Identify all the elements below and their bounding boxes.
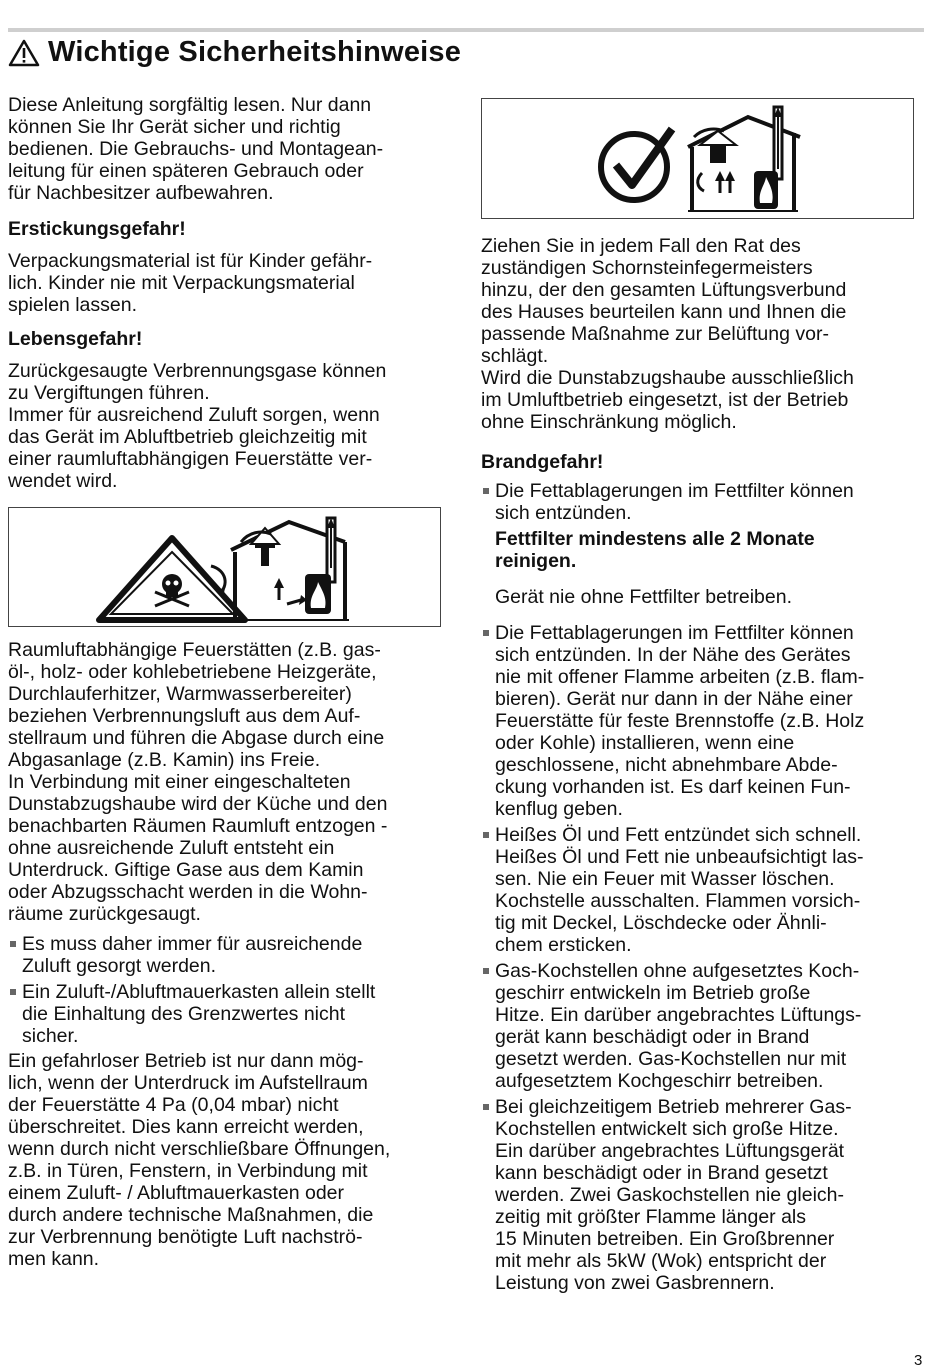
text-line: Ein gefahrloser Betrieb ist nur dann mög-	[8, 1050, 364, 1072]
text-line: kenflug geben.	[495, 798, 623, 820]
text-line: Dunstabzugshaube wird der Küche und den	[8, 793, 388, 815]
list-item	[8, 933, 448, 977]
ventilation-ok-illustration	[482, 99, 913, 218]
text-line: kann beschädigt oder in Brand gesetzt	[495, 1162, 828, 1184]
text-line: zuständigen Schornsteinfegermeisters	[481, 257, 813, 279]
text-line: zeitig mit größter Flamme länger als	[495, 1206, 807, 1228]
top-rule	[8, 28, 924, 32]
text-line: ohne Einschränkung möglich.	[481, 411, 737, 433]
text-line: sich entzünden. In der Nähe des Gerätes	[495, 644, 851, 666]
text-line: oder Kohle) installieren, wenn eine	[495, 732, 795, 754]
chimney-sweep-paragraph	[481, 235, 921, 433]
text-line: ohne ausreichende Zuluft entsteht ein	[8, 837, 335, 859]
text-line: Die Fettablagerungen im Fettfilter können	[495, 480, 854, 502]
text-line: Leistung von zwei Gasbrennern.	[495, 1272, 775, 1294]
text-line: hinzu, der den gesamten Lüftungsverbund	[481, 279, 847, 301]
text-line: räume zurückgesaugt.	[8, 903, 201, 925]
house-icon	[231, 518, 349, 620]
text-line: im Umluftbetrieb eingesetzt, ist der Betrieb	[481, 389, 849, 411]
warning-triangle-icon	[8, 38, 40, 68]
text-line: für Nachbesitzer aufbewahren.	[8, 182, 274, 204]
text-line: men kann.	[8, 1248, 100, 1270]
suffocation-paragraph	[8, 250, 448, 316]
text-line: geschlossene, nicht abnehmbare Abde-	[495, 754, 838, 776]
text-line: passende Maßnahme zur Belüftung vor-	[481, 323, 829, 345]
text-line: Diese Anleitung sorgfältig lesen. Nur dann	[8, 94, 372, 116]
text-line: können Sie Ihr Gerät sicher und richtig	[8, 116, 341, 138]
text-line: lich, wenn der Unterdruck im Aufstellraum	[8, 1072, 368, 1094]
heading-fire-hazard: Brandgefahr!	[481, 451, 604, 473]
heading-danger-to-life: Lebensgefahr!	[8, 328, 143, 350]
text-line: überschreitet. Dies kann erreicht werden,	[8, 1116, 364, 1138]
right-bullet-list	[481, 480, 925, 1294]
text-line: Es muss daher immer für ausreichende	[22, 933, 363, 955]
text-line: der Feuerstätte 4 Pa (0,04 mbar) nicht	[8, 1094, 339, 1116]
text-line: wendet wird.	[8, 470, 118, 492]
text-line: reinigen.	[495, 550, 577, 572]
text-line: Wird die Dunstabzugshaube ausschließlich	[481, 367, 854, 389]
text-line: Ein Zuluft-/Abluftmauerkasten allein stellt	[22, 981, 376, 1003]
text-line: tig mit Deckel, Löschdecke oder Ähnli-	[495, 912, 827, 934]
text-line: Abgasanlage (z.B. Kamin) ins Freie.	[8, 749, 321, 771]
text-line: gerät kann beschädigt oder in Brand	[495, 1026, 810, 1048]
text-line: lich. Kinder nie mit Verpackungsmaterial	[8, 272, 355, 294]
text-line: mit mehr als 5kW (Wok) entspricht der	[495, 1250, 827, 1272]
safe-operation-paragraph	[8, 1050, 448, 1270]
text-line: geschirr entwickeln im Betrieb große	[495, 982, 811, 1004]
text-line: bedienen. Die Gebrauchs- und Montagean-	[8, 138, 384, 160]
text-line: Heißes Öl und Fett entzündet sich schnell.	[495, 824, 862, 846]
text-line: Hitze. Ein darüber angebrachtes Lüftungs-	[495, 1004, 862, 1026]
list-item	[481, 622, 925, 820]
poison-hazard-illustration	[9, 508, 440, 626]
text-line: Ein darüber angebrachtes Lüftungsgerät	[495, 1140, 845, 1162]
poison-gas-figure	[8, 507, 441, 627]
text-line: zur Verbrennung benötigte Luft nachströ-	[8, 1226, 363, 1248]
text-line: Raumluftabhängige Feuerstätten (z.B. gas-	[8, 639, 381, 661]
checkmark-icon	[601, 129, 672, 200]
text-line: Gerät nie ohne Fettfilter betreiben.	[495, 586, 793, 608]
text-line: einem Zuluft- / Abluftmauerkasten oder	[8, 1182, 345, 1204]
heating-paragraph	[8, 639, 448, 925]
text-line: Kochstellen entwickelt sich große Hitze.	[495, 1118, 839, 1140]
text-line: Zuluft gesorgt werden.	[22, 955, 217, 977]
text-line: sen. Nie ein Feuer mit Wasser löschen.	[495, 868, 835, 890]
text-line: leitung für einen späteren Gebrauch oder	[8, 160, 364, 182]
text-line: werden. Zwei Gaskochstellen nie gleich-	[495, 1184, 845, 1206]
text-line: z.B. in Türen, Fenstern, in Verbindung mit	[8, 1160, 368, 1182]
text-line: aufgesetztem Kochgeschirr betreiben.	[495, 1070, 824, 1092]
house-icon	[688, 107, 800, 211]
text-line: sich entzünden.	[495, 502, 632, 524]
text-line: oder Abzugsschacht werden in die Wohn-	[8, 881, 368, 903]
text-line: sicher.	[22, 1025, 79, 1047]
text-line: spielen lassen.	[8, 294, 137, 316]
text-line: Die Fettablagerungen im Fettfilter können	[495, 622, 854, 644]
text-line: gesetzt werden. Gas-Kochstellen nur mit	[495, 1048, 847, 1070]
left-bullet-list	[8, 933, 448, 1047]
text-line: nie mit offener Flamme arbeiten (z.B. flam-	[495, 666, 865, 688]
text-line: wenn durch nicht verschließbare Öffnungen,	[8, 1138, 391, 1160]
danger-paragraph	[8, 360, 448, 492]
intro-paragraph	[8, 94, 448, 204]
text-line: Verpackungsmaterial ist für Kinder gefähr-	[8, 250, 373, 272]
list-item-text	[495, 586, 925, 608]
page-title	[8, 36, 461, 69]
text-line: die Einhaltung des Grenzwertes nicht	[22, 1003, 346, 1025]
text-line: beziehen Verbrennungsluft aus dem Auf-	[8, 705, 361, 727]
list-item	[8, 981, 448, 1047]
list-item	[481, 960, 925, 1092]
list-item-emphasis	[495, 528, 925, 572]
text-line: Ziehen Sie in jedem Fall den Rat des	[481, 235, 801, 257]
text-line: 15 Minuten betreiben. Ein Großbrenner	[495, 1228, 835, 1250]
text-line: des Hauses beurteilen kann und Ihnen die	[481, 301, 847, 323]
text-line: öl-, holz- oder kohlebetriebene Heizgeräte,	[8, 661, 377, 683]
text-line: chem ersticken.	[495, 934, 632, 956]
text-line: In Verbindung mit einer eingeschalteten	[8, 771, 351, 793]
text-line: Durchlauferhitzer, Warmwasserbereiter)	[8, 683, 352, 705]
list-item	[481, 1096, 925, 1294]
text-line: bieren). Gerät nur dann in der Nähe einer	[495, 688, 853, 710]
text-line: Unterdruck. Giftige Gase aus dem Kamin	[8, 859, 364, 881]
text-line: ckung vorhanden ist. Es darf keinen Fun-	[495, 776, 851, 798]
text-line: einer raumluftabhängigen Feuerstätte ver-	[8, 448, 373, 470]
checkmark-figure	[481, 98, 914, 219]
text-line: schlägt.	[481, 345, 549, 367]
text-line: zu Vergiftungen führen.	[8, 382, 210, 404]
text-line: Bei gleichzeitigem Betrieb mehrerer Gas-	[495, 1096, 852, 1118]
text-line: stellraum und führen die Abgase durch eine	[8, 727, 385, 749]
text-line: durch andere technische Maßnahmen, die	[8, 1204, 374, 1226]
text-line: Kochstelle ausschalten. Flammen vorsich-	[495, 890, 861, 912]
list-item	[481, 480, 925, 608]
text-line: benachbarten Räumen Raumluft entzogen -	[8, 815, 388, 837]
text-line: Feuerstätte für feste Brennstoffe (z.B. Holz	[495, 710, 865, 732]
list-item	[481, 824, 925, 956]
page-title-text: Wichtige Sicherheitshinweise	[48, 36, 462, 68]
page-number: 3	[914, 1352, 923, 1369]
text-line: Gas-Kochstellen ohne aufgesetztes Koch-	[495, 960, 860, 982]
text-line: Heißes Öl und Fett nie unbeaufsichtigt las-	[495, 846, 864, 868]
list-item-text	[495, 480, 925, 524]
heading-suffocation: Erstickungsgefahr!	[8, 218, 186, 240]
text-line: Immer für ausreichend Zuluft sorgen, wenn	[8, 404, 380, 426]
text-line: Zurückgesaugte Verbrennungsgase können	[8, 360, 387, 382]
text-line: Fettfilter mindestens alle 2 Monate	[495, 528, 815, 550]
text-line: das Gerät im Abluftbetrieb gleichzeitig mit	[8, 426, 367, 448]
